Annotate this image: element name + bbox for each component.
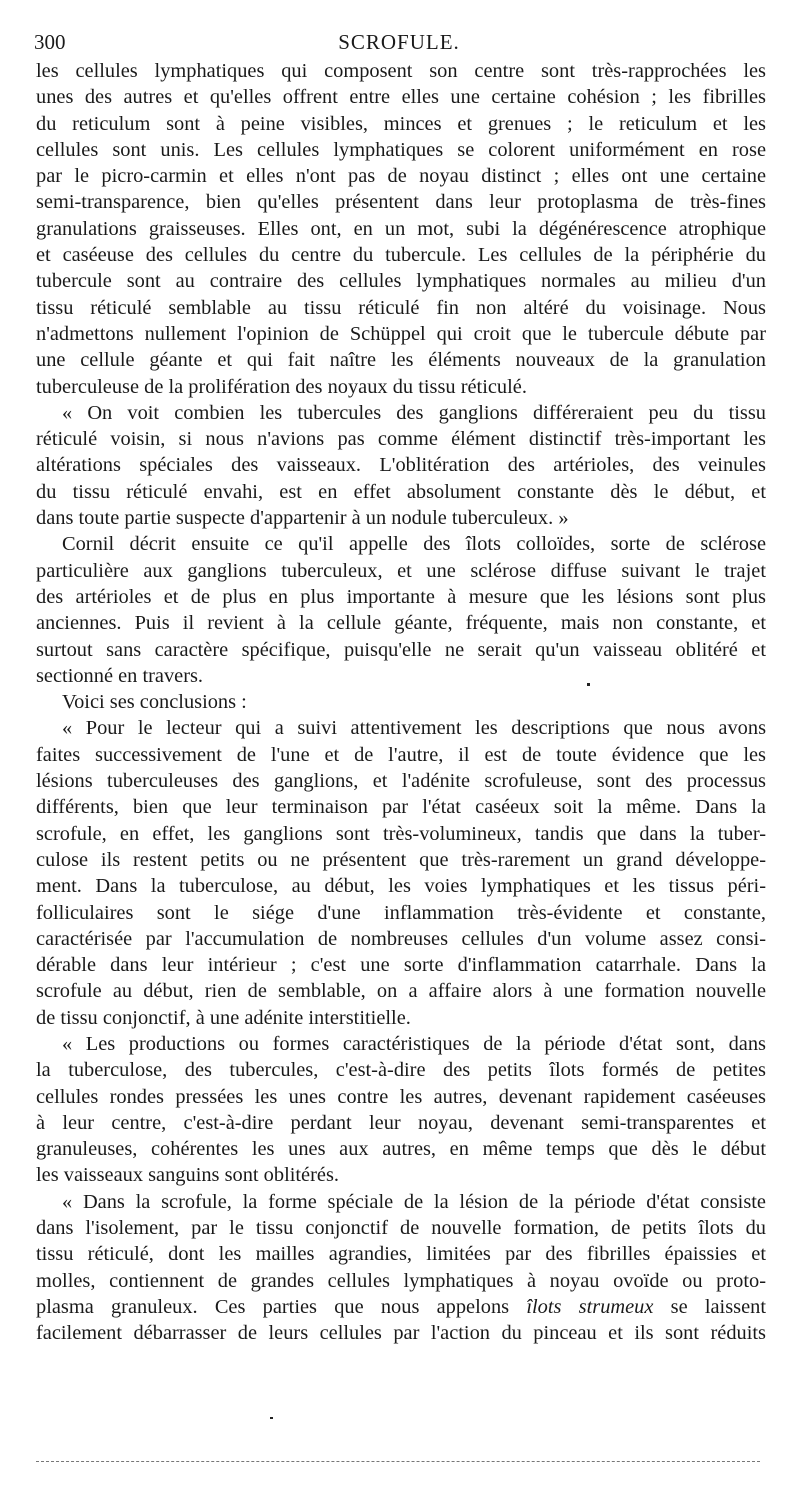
text-line: [36, 663, 766, 689]
text-run: dérable dans leur intérieur ; c'est une sorte d'inflammation catarrhale. Dans la: [36, 954, 766, 977]
text-run: lésions tuberculeuses des ganglions, et l'adénite scrofuleuse, sont des processus: [36, 770, 766, 793]
text-run: cellules sont unis. Les cellules lymphatiques se colorent uniformément en rose: [36, 138, 766, 161]
page-number: 300: [34, 30, 66, 54]
text-run: Cornil décrit ensuite ce qu'il appelle des îlots colloïdes, sorte de sclérose: [62, 533, 766, 556]
text-line: [36, 1162, 766, 1188]
text-line: [36, 452, 766, 478]
text-run: de tissu conjonctif, à une adénite interstitielle.: [36, 1006, 411, 1029]
text-line: [36, 1031, 766, 1057]
text-line: [36, 900, 766, 926]
text-line: [36, 242, 766, 268]
text-run: se laissent: [653, 1295, 767, 1318]
text-run: facilement débarrasser de leurs cellules par l'action du pinceau et ils sont réduits: [36, 1322, 766, 1345]
text-run: altérations spéciales des vaisseaux. L'oblitération des artérioles, des veinules: [36, 454, 766, 477]
text-line: [36, 1294, 766, 1320]
text-run: plasma granuleux. Ces parties que nous appelons: [36, 1295, 527, 1318]
text-line: [36, 1136, 766, 1162]
text-line: [36, 1110, 766, 1136]
text-run: sectionné en travers.: [36, 664, 204, 687]
text-run: anciennes. Puis il revient à la cellule géante, fréquente, mais non constante, et: [36, 612, 766, 635]
text-line: [36, 400, 766, 426]
text-run: des artérioles et de plus en plus importante à mesure que les lésions sont plus: [36, 585, 766, 608]
text-run: et caséeuse des cellules du centre du tubercule. Les cellules de la périphérie du: [36, 244, 766, 267]
text-run: unes des autres et qu'elles offrent entre elles une certaine cohésion ; les fibrilles: [36, 86, 766, 109]
text-run: à leur centre, c'est-à-dire perdant leur noyau, devenant semi-transparentes et: [36, 1111, 766, 1134]
text-line: [36, 847, 766, 873]
text-run: culose ils restent petits ou ne présentent que très-rarement un grand développe-: [36, 848, 766, 871]
text-run: granuleuses, cohérentes les unes aux autres, en même temps que dès le début: [36, 1138, 766, 1161]
text-line: [36, 689, 766, 715]
text-line: [36, 1241, 766, 1267]
text-line: [36, 347, 766, 373]
text-run: ment. Dans la tuberculose, au début, les voies lymphatiques et les tissus péri-: [36, 875, 766, 898]
text-line: [36, 505, 766, 531]
footer-rule: [36, 1461, 760, 1462]
text-run: Voici ses conclusions :: [62, 691, 247, 714]
text-line: [36, 978, 766, 1004]
text-run: les cellules lymphatiques qui composent son centre sont très-rapprochées les: [36, 60, 766, 82]
text-run: « On voit combien les tubercules des ganglions différeraient peu du tissu: [62, 401, 766, 424]
text-run: semi-transparence, bien qu'elles présentent dans leur protoplasma de très-fines: [36, 191, 766, 214]
text-run: les vaisseaux sanguins sont oblitérés.: [36, 1164, 339, 1187]
body-text: [36, 58, 766, 1347]
text-run: une cellule géante et qui fait naître les éléments nouveaux de la granulation: [36, 349, 766, 372]
text-run: par le picro-carmin et elles n'ont pas de noyau distinct ; elles ont une certaine: [36, 165, 766, 188]
text-run: du tissu réticulé envahi, est en effet absolument constante dès le début, et: [36, 480, 766, 503]
text-run: granulations graisseuses. Elles ont, en un mot, subi la dégénérescence atrophique: [36, 217, 766, 240]
text-line: [36, 768, 766, 794]
text-line: [36, 58, 766, 84]
speck-mark: [270, 1417, 273, 1419]
text-run: faites successivement de l'une et de l'autre, il est de toute évidence que les: [36, 743, 766, 766]
text-run: tissu réticulé, dont les mailles agrandies, limitées par des fibrilles épaissies et: [36, 1243, 766, 1266]
text-run: n'admettons nullement l'opinion de Schüppel qui croit que le tubercule débute par: [36, 322, 766, 345]
text-run: la tuberculose, des tubercules, c'est-à-dire des petits îlots formés de petites: [36, 1059, 766, 1082]
text-line: [36, 163, 766, 189]
text-line: [36, 558, 766, 584]
text-line: [36, 84, 766, 110]
text-run: particulière aux ganglions tuberculeux, et une sclérose diffuse suivant le trajet: [36, 559, 766, 582]
text-line: [36, 216, 766, 242]
text-run: réticulé voisin, si nous n'avions pas comme élément distinctif très-important les: [36, 428, 766, 451]
text-run: différents, bien que leur terminaison par l'état caséeux soit la même. Dans la: [36, 796, 766, 819]
text-line: [36, 426, 766, 452]
text-line: [36, 1215, 766, 1241]
text-line: [36, 637, 766, 663]
text-line: [36, 189, 766, 215]
text-line: [36, 1320, 766, 1346]
text-line: [36, 584, 766, 610]
text-run: folliculaires sont le siége d'une inflammation très-évidente et constante,: [36, 901, 766, 924]
text-run: tubercule sont au contraire des cellules lymphatiques normales au milieu d'un: [36, 270, 766, 293]
running-title: SCROFULE.: [338, 30, 460, 54]
text-run: « Dans la scrofule, la forme spéciale de la lésion de la période d'état consiste: [62, 1190, 766, 1213]
text-run: du reticulum sont à peine visibles, minces et grenues ; le reticulum et les: [36, 112, 766, 135]
text-line: [36, 1005, 766, 1031]
text-run: tissu réticulé semblable au tissu réticulé fin non altéré du voisinage. Nous: [36, 296, 766, 319]
text-run: « Les productions ou formes caractéristiques de la période d'état sont, dans: [62, 1032, 766, 1055]
text-line: [36, 873, 766, 899]
text-line: [36, 610, 766, 636]
text-line: [36, 1057, 766, 1083]
text-line: [36, 926, 766, 952]
text-line: [36, 1189, 766, 1215]
text-line: [36, 374, 766, 400]
text-line: [36, 742, 766, 768]
text-line: [36, 137, 766, 163]
text-run: scrofule, en effet, les ganglions sont très-volumineux, tandis que dans la tuber-: [36, 822, 766, 845]
speck-mark: [587, 683, 590, 686]
text-line: [36, 268, 766, 294]
page-header: [34, 30, 764, 60]
text-line: [36, 295, 766, 321]
text-line: [36, 1084, 766, 1110]
text-run: caractérisée par l'accumulation de nombreuses cellules d'un volume assez consi-: [36, 927, 766, 950]
text-line: [36, 111, 766, 137]
italic-term: îlots strumeux: [526, 1295, 654, 1318]
text-line: [36, 715, 766, 741]
text-run: scrofule au début, rien de semblable, on a affaire alors à une formation nouvelle: [36, 980, 766, 1003]
text-line: [36, 1268, 766, 1294]
text-run: « Pour le lecteur qui a suivi attentivement les descriptions que nous avons: [62, 717, 766, 740]
text-run: surtout sans caractère spécifique, puisqu'elle ne serait qu'un vaisseau oblitéré et: [36, 638, 766, 661]
text-run: cellules rondes pressées les unes contre les autres, devenant rapidement caséeuses: [36, 1085, 766, 1108]
text-run: molles, contiennent de grandes cellules lymphatiques à noyau ovoïde ou proto-: [36, 1269, 766, 1292]
text-line: [36, 531, 766, 557]
text-line: [36, 821, 766, 847]
text-line: [36, 479, 766, 505]
text-line: [36, 794, 766, 820]
text-run: dans l'isolement, par le tissu conjonctif de nouvelle formation, de petits îlots du: [36, 1217, 766, 1240]
text-line: [36, 321, 766, 347]
text-run: dans toute partie suspecte d'appartenir à un nodule tuberculeux. »: [36, 507, 569, 530]
text-line: [36, 952, 766, 978]
text-run: tuberculeuse de la prolifération des noyaux du tissu réticulé.: [36, 375, 527, 398]
